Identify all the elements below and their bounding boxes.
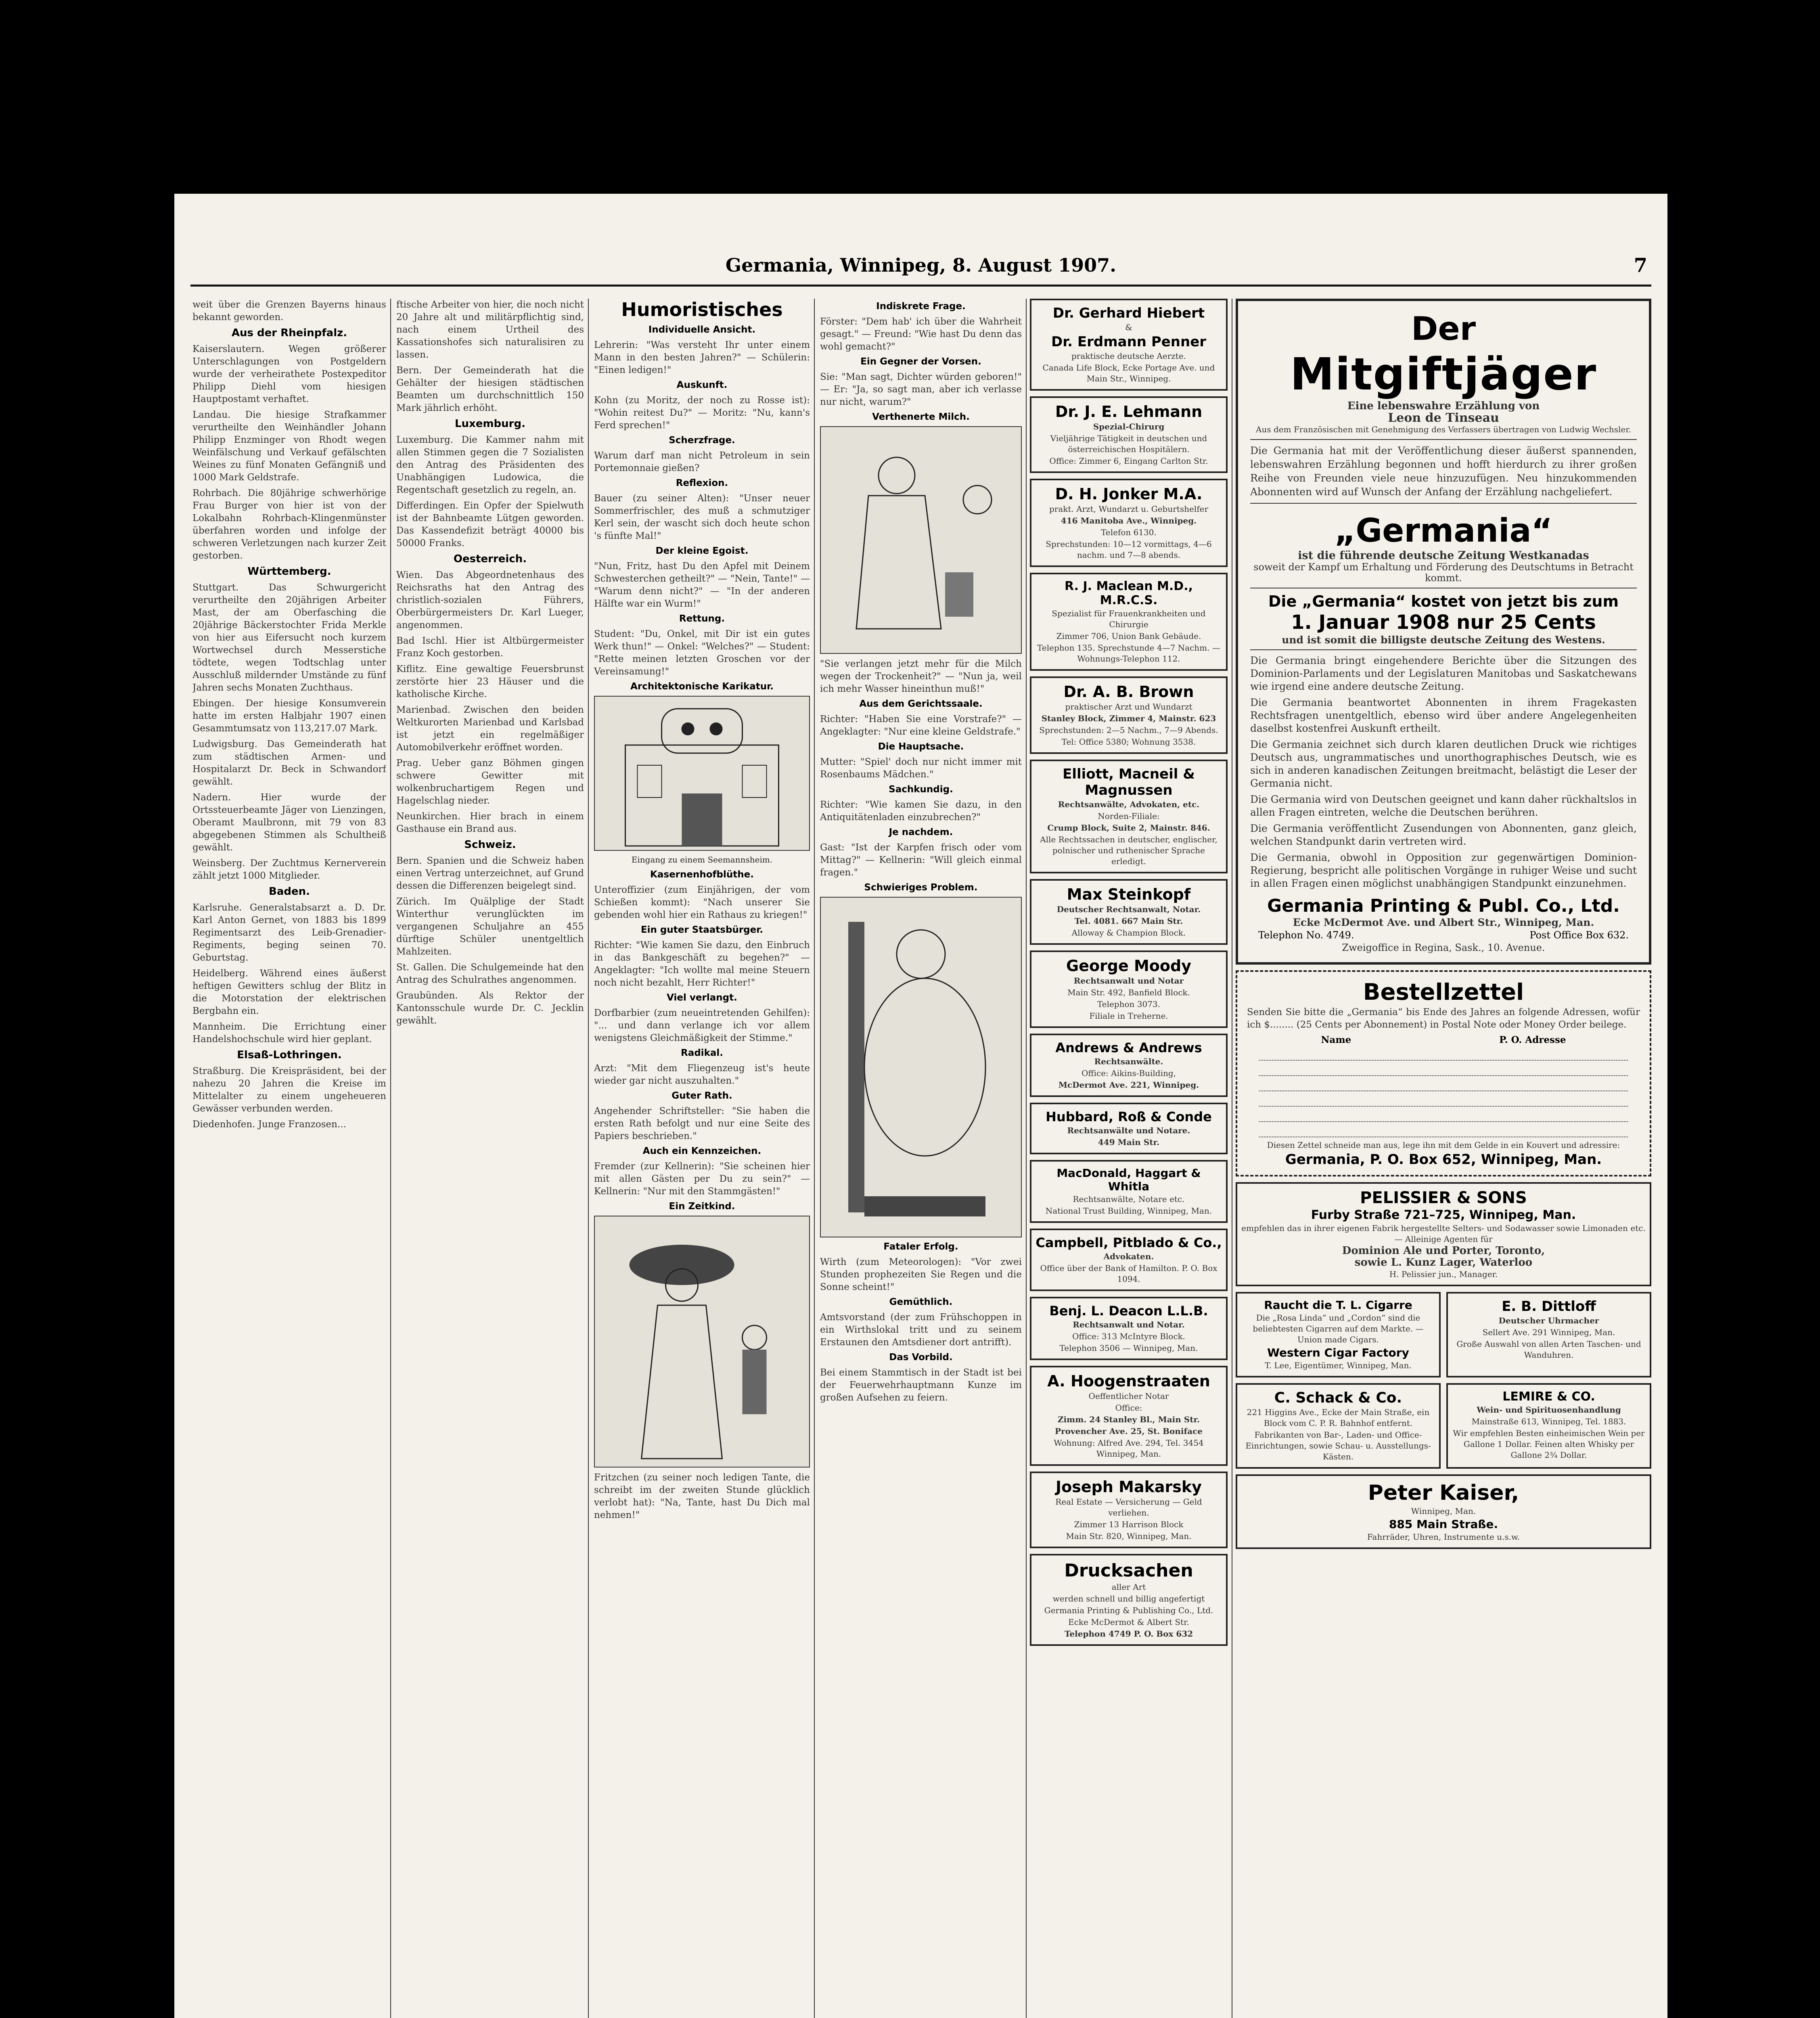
- divider: [1250, 503, 1637, 504]
- order-line[interactable]: [1259, 1124, 1628, 1137]
- order-col-address: P. O. Adresse: [1499, 1034, 1566, 1045]
- news-item: Weinsberg. Der Zuchtmus Kernerverein zählt jetzt 1000 Mitglieder.: [192, 858, 386, 881]
- ad-hubbard: [1030, 1103, 1228, 1154]
- humor-title: Humoristisches: [621, 299, 783, 320]
- ad-makarsky: [1030, 1472, 1228, 1548]
- serial-author: Leon de Tinseau: [1388, 411, 1499, 425]
- joke-heading: Auch ein Kennzeichen.: [642, 1146, 761, 1156]
- scale-cartoon-illustration: [820, 897, 1022, 1237]
- news-item: Nadern. Hier wurde der Ortssteuerbeamte Jäger von Lienzingen, Oberamt Maulbronn, mit 79 von 83 abgegebenen Stimmen als Schultheiß gewählt.: [192, 792, 386, 853]
- ad-lemire: [1446, 1383, 1651, 1469]
- ad-name: Elliott, Macneil & Magnussen: [1063, 766, 1195, 798]
- masthead-rule: [190, 285, 1651, 287]
- germania-point: Die Germania beantwortet Abonnenten in ihrem Fragekasten Rechtsfragen unentgeltlich, ebenso wird über andere Angelegenheiten daselbst kostenfrei Auskunft ertheilt.: [1250, 697, 1637, 734]
- ad-line: Main Str. 492, Banfield Block.: [1067, 988, 1190, 997]
- news-item: Landau. Die hiesige Strafkammer verurtheilte den Weinhändler Johann Philipp Enzminger von Rhodt wegen Weinfälschung und Verkauf gefälschten Weines zu fünf Monaten Gefängniß und 1000 Mark Geldstrafe.: [192, 410, 386, 483]
- ad-line: Telephon 4749 P. O. Box 632: [1064, 1629, 1193, 1639]
- ad-sub: &: [1125, 322, 1132, 332]
- ad-line: Alloway & Champion Block.: [1071, 928, 1186, 938]
- news-item: Mannheim. Die Errichtung einer Handelshochschule wird hier geplant.: [192, 1022, 386, 1045]
- section-heading: Oesterreich.: [453, 553, 527, 565]
- ad-line: Ecke McDermot & Albert Str.: [1068, 1617, 1189, 1627]
- ad-city: Winnipeg, Man.: [1411, 1506, 1476, 1516]
- joke-text: Arzt: "Mit dem Fliegenzeug ist's heute wieder gar nicht auszuhalten.": [594, 1063, 810, 1086]
- ad-name: C. Schack & Co.: [1274, 1390, 1402, 1406]
- ad-name: Hubbard, Roß & Conde: [1046, 1109, 1212, 1124]
- cartoon-heading: Schwieriges Problem.: [864, 882, 978, 893]
- ad-sub: Oeffentlicher Notar: [1088, 1391, 1169, 1401]
- ad-brand: sowie L. Kunz Lager, Waterloo: [1354, 1256, 1533, 1269]
- column-5-ads: [1030, 299, 1228, 2018]
- news-item: Karlsruhe. Generalstabsarzt a. D. Dr. Karl Anton Gernet, von 1883 bis 1899 Regimentsarzt des Leib-Grenadier-Regiments, beging seinen 70. Geburtstag.: [192, 902, 386, 963]
- joke-heading: Ein guter Staatsbürger.: [640, 925, 764, 935]
- ad-line: Office: 313 McIntyre Block.: [1072, 1331, 1186, 1341]
- column-divider: [390, 299, 391, 2018]
- ad-line: Alle Rechtssachen in deutscher, englischer, polnischer und ruthenischer Sprache erledigt.: [1040, 835, 1218, 866]
- ad-line: Canada Life Block, Ecke Portage Ave. und Main Str., Winnipeg.: [1042, 363, 1215, 383]
- ad-name: PELISSIER & SONS: [1360, 1189, 1527, 1207]
- news-item: Heidelberg. Während eines äußerst heftigen Gewitters schlug der Blitz in die Motorstation der elektrischen Bergbahn ein.: [192, 968, 386, 1016]
- ad-name: Max Steinkopf: [1067, 885, 1191, 903]
- ad-name: Peter Kaiser,: [1368, 1481, 1519, 1505]
- ad-name: Drucksachen: [1064, 1560, 1193, 1581]
- zeitkind-illustration: [594, 1216, 810, 1467]
- serial-body: Die Germania hat mit der Veröffentlichung dieser äußerst spannenden, lebenswahren Erzählung begonnen und hofft hierdurch zu ihrer großen Reihe von Freunden viele neue hinzuzufügen. Neu hinzukommenden Abonnenten wird auf Wunsch der Anfang der Erzählung nachgeliefert.: [1250, 445, 1637, 498]
- order-form-address: Germania, P. O. Box 652, Winnipeg, Man.: [1285, 1151, 1602, 1168]
- publisher-contact-row: [1258, 929, 1629, 941]
- ad-name: George Moody: [1066, 957, 1191, 975]
- column-3: [594, 299, 810, 2018]
- serial-title-word1: Der: [1411, 310, 1476, 347]
- joke-heading: Individuelle Ansicht.: [648, 324, 756, 335]
- ad-sub: prakt. Arzt, Wundarzt u. Geburtshelfer: [1049, 504, 1209, 514]
- ad-sub: praktischer Arzt und Wundarzt: [1065, 702, 1192, 712]
- man-on-scale-drawing: [821, 898, 1021, 1237]
- ad-cigar: [1236, 1292, 1441, 1377]
- ad-line: Office:: [1115, 1403, 1142, 1413]
- ad-maclean: [1030, 573, 1228, 671]
- ad-name: Dr. Erdmann Penner: [1051, 334, 1207, 350]
- newspaper-page: [174, 194, 1667, 2018]
- germania-point: Die Germania, obwohl in Opposition zur gegenwärtigen Dominion-Regierung, bespricht alle politischen Vorgänge in ruhiger Weise und sucht in allen Fragen einen möglichst unabhängigen Standpunkt einzunehmen.: [1250, 852, 1637, 889]
- ad-sub: Rechtsanwälte.: [1094, 1057, 1163, 1066]
- joke-heading: Radikal.: [680, 1048, 724, 1058]
- germania-point: Die Germania zeichnet sich durch klaren deutlichen Druck wie richtiges Deutsch aus, ungrammatisches und unorthographisches Deutsch, wie es sich in anderen kanadischen Zeitungen breitmacht, belästigt die Leser der Germania nicht.: [1250, 739, 1637, 789]
- news-text: weit über die Grenzen Bayerns hinaus bekannt geworden.: [192, 299, 386, 322]
- germania-point: Die Germania wird von Deutschen geeignet und kann daher rückhaltslos in allen Fragen eintreten, welche die Deutschen berühren.: [1250, 793, 1637, 818]
- ad-hoogenstraaten: [1030, 1366, 1228, 1466]
- ad-sub: Wein- und Spirituosenhandlung: [1477, 1405, 1621, 1415]
- ad-line: Telephon 3073.: [1097, 999, 1161, 1009]
- joke-heading: Das Vorbild.: [889, 1352, 953, 1363]
- ad-line: Filiale in Treherne.: [1089, 1011, 1168, 1021]
- ad-line: 449 Main Str.: [1098, 1137, 1160, 1147]
- ads-row: [1236, 1292, 1651, 1383]
- news-item: Wien. Das Abgeordnetenhaus des Reichsraths hat den Antrag des christlich-sozialen Führers, Oberbürgermeisters Dr. Karl Lueger, angenommen.: [396, 570, 584, 630]
- milk-woman-drawing: [821, 427, 1021, 653]
- order-form-footer: Diesen Zettel schneide man aus, lege ihn mit dem Gelde in ein Kouvert und adressire:: [1267, 1140, 1620, 1150]
- ad-dittloff: [1446, 1292, 1651, 1377]
- page-number: 7: [1634, 254, 1647, 277]
- ad-sub: Spezialist für Frauenkrankheiten und Chirurgie: [1052, 609, 1206, 629]
- news-item: Differdingen. Ein Opfer der Spielwuth ist der Bahnbeamte Lütgen geworden. Das Kassendefizit beträgt 40000 bis 50000 Franks.: [396, 500, 584, 548]
- order-line[interactable]: [1259, 1048, 1628, 1061]
- divider: [1250, 439, 1637, 440]
- germania-tagline-2: soweit der Kampf um Erhaltung und Förderung des Deutschtums in Betracht kommt.: [1253, 561, 1634, 584]
- joke-heading: Der kleine Egoist.: [655, 546, 749, 556]
- ad-manager: H. Pelissier jun., Manager.: [1389, 1269, 1498, 1279]
- ad-name: LEMIRE & CO.: [1502, 1390, 1595, 1404]
- ad-name: Dr. J. E. Lehmann: [1055, 403, 1203, 421]
- ad-text: Die „Rosa Linda“ und „Cordon“ sind die beliebtesten Cigarren auf dem Markte. — Union made Cigars.: [1253, 1313, 1424, 1344]
- news-item: Ludwigsburg. Das Gemeinderath hat zum städtischen Armen- und Hospitalarzt Dr. Beck in Schwandorf gewählt.: [192, 739, 386, 787]
- news-item: Prag. Ueber ganz Böhmen gingen schwere Gewitter mit wolkenbruchartigem Regen und Hagelschlag nieder.: [396, 758, 584, 806]
- joke-text: Kohn (zu Moritz, der noch zu Rosse ist): "Wohin reitest Du?" — Moritz: "Nu, kann's Ferd sprechen!": [594, 395, 810, 431]
- section-heading: Württemberg.: [247, 565, 331, 578]
- ad-owner: T. Lee, Eigentümer, Winnipeg, Man.: [1265, 1361, 1412, 1370]
- column-1: [192, 299, 386, 2018]
- ad-line: werden schnell und billig angefertigt: [1052, 1594, 1205, 1604]
- ad-line: Telefon 6130.: [1101, 528, 1157, 537]
- ad-address: 221 Higgins Ave., Ecke der Main Straße, ein Block vom C. P. R. Bahnhof entfernt.: [1247, 1407, 1430, 1428]
- ad-name: Dr. A. B. Brown: [1063, 683, 1194, 701]
- ad-address: Furby Straße 721–725, Winnipeg, Man.: [1311, 1208, 1576, 1222]
- joke-text: Bei einem Stammtisch in der Stadt ist bei der Feuerwehrhauptmann Kunze im großen Aufsehen zu feiern.: [820, 1367, 1022, 1403]
- ad-name: MacDonald, Haggart & Whitla: [1056, 1166, 1201, 1193]
- ad-line: Provencher Ave. 25, St. Boniface: [1055, 1426, 1203, 1436]
- joke-text: Wirth (zum Meteorologen): "Vor zwei Stunden prophezeiten Sie Regen und die Sonne scheint!": [820, 1257, 1022, 1292]
- section-heading: Elsaß-Lothringen.: [237, 1049, 342, 1061]
- news-item: St. Gallen. Die Schulgemeinde hat den Antrag des Schulrathes angenommen.: [396, 962, 584, 985]
- ad-line: Crump Block, Suite 2, Mainstr. 846.: [1047, 823, 1210, 833]
- ad-steinkopf: [1030, 879, 1228, 945]
- joke-text: Gast: "Ist der Karpfen frisch oder vom Mittag?" — Kellnerin: "Will gleich einmal fragen.": [820, 842, 1022, 878]
- ad-line: Stanley Block, Zimmer 4, Mainstr. 623: [1041, 714, 1216, 723]
- joke-heading: Aus dem Gerichtssaale.: [859, 699, 983, 709]
- joke-heading: Indiskrete Frage.: [876, 301, 966, 312]
- joke-heading: Guter Rath.: [672, 1091, 732, 1101]
- milk-cartoon-illustration: [820, 426, 1022, 654]
- ad-text: Große Auswahl von allen Arten Taschen- und Wanduhren.: [1456, 1339, 1641, 1360]
- ad-sub: Rechtsanwälte und Notare.: [1067, 1126, 1190, 1135]
- ad-line: Zimm. 24 Stanley Bl., Main Str.: [1057, 1415, 1200, 1424]
- joke-heading: Gemüthlich.: [889, 1297, 953, 1307]
- joke-text: Student: "Du, Onkel, mit Dir ist ein gutes Werk thun!" — Onkel: "Welches?" — Student: "Rette meinen letzten Groschen vor der Vereinsamung!": [594, 629, 810, 677]
- publisher-name: Germania Printing & Publ. Co., Ltd.: [1267, 896, 1620, 916]
- column-divider: [588, 299, 589, 2018]
- joke-heading: Auskunft.: [676, 380, 728, 390]
- ad-name: Raucht die T. L. Cigarre: [1264, 1298, 1412, 1312]
- joke-heading: Die Hauptsache.: [878, 741, 964, 752]
- ad-factory: Western Cigar Factory: [1267, 1346, 1409, 1359]
- ad-line: Telephon 3506 — Winnipeg, Man.: [1059, 1343, 1198, 1353]
- subscription-offer: Die „Germania“ kostet von jetzt bis zum: [1268, 592, 1619, 610]
- news-item: Straßburg. Die Kreispräsident, bei der nahezu 20 Jahren die Kreise im Mittelalter zu einem ungeheueren Gewässer verbunden werden.: [192, 1066, 386, 1114]
- order-col-name: Name: [1321, 1034, 1351, 1045]
- joke-text: Förster: "Dem hab' ich über die Wahrheit gesagt." — Freund: "Wie hast Du denn das wohl gemacht?": [820, 316, 1022, 352]
- ad-line: Sprechstunden: 10—12 vormittags, 4—6 nachm. und 7—8 abends.: [1046, 539, 1212, 560]
- news-item: Graubünden. Als Rektor der Kantonsschule wurde Dr. C. Jecklin gewählt.: [396, 990, 584, 1026]
- serial-note: Aus dem Französischen mit Genehmigung des Verfassers übertragen von Ludwig Wechsler.: [1256, 425, 1631, 434]
- ad-drucksachen: [1030, 1554, 1228, 1646]
- ad-sub: Deutscher Rechtsanwalt, Notar.: [1056, 904, 1201, 914]
- joke-text: Richter: "Wie kamen Sie dazu, in den Antiquitätenladen einzubrechen?": [820, 800, 1022, 823]
- joke-text: Richter: "Haben Sie eine Vorstrafe?" — Angeklagter: "Nur eine kleine Geldstrafe.": [820, 714, 1022, 737]
- joke-heading: Reflexion.: [676, 478, 728, 488]
- architecture-cartoon-illustration: [594, 696, 810, 851]
- ad-sub: Rechtsanwalt und Notar: [1073, 976, 1184, 986]
- ad-name: Benj. L. Deacon L.L.B.: [1049, 1303, 1208, 1319]
- joke-text: "Nun, Fritz, hast Du den Apfel mit Deinem Schwesterchen getheilt?" — "Nein, Tante!" — "Warum denn nicht?" — "In der anderen Hälfte war ein Wurm!": [594, 561, 810, 609]
- ad-line: Office über der Bank of Hamilton. P. O. Box 1094.: [1040, 1263, 1218, 1284]
- news-text: Bern. Der Gemeinderath hat die Gehälter der hiesigen städtischen Beamten um durchschnittlich 150 Mark jährlich erhöht.: [396, 365, 584, 413]
- ad-sub: Rechtsanwälte, Advokaten, etc.: [1058, 800, 1200, 809]
- news-item: Kiflitz. Eine gewaltige Feuersbrunst zerstörte hier 23 Häuser und die katholische Kirche.: [396, 664, 584, 699]
- joke-text: Angehender Schriftsteller: "Sie haben die ersten Rath befolgt und nur eine Seite des Papiers beschrieben.": [594, 1106, 810, 1141]
- column-4: [820, 299, 1022, 2018]
- ad-line: Tel: Office 5380; Wohnung 3538.: [1061, 737, 1196, 747]
- cartoon-heading: Architektonische Karikatur.: [630, 681, 774, 692]
- ad-text: Fahrräder, Uhren, Instrumente u.s.w.: [1367, 1532, 1520, 1542]
- ad-line: Zimmer 706, Union Bank Gebäude.: [1056, 631, 1201, 641]
- ad-text: empfehlen das in ihrer eigenen Fabrik hergestellte Selters- und Sodawasser sowie Limonaden etc. — Alleinige Agenten für: [1241, 1223, 1646, 1244]
- order-form-header: [1247, 1034, 1640, 1045]
- ad-jonker: [1030, 479, 1228, 567]
- ad-name: D. H. Jonker M.A.: [1055, 485, 1203, 503]
- ad-name: Dr. Gerhard Hiebert: [1052, 305, 1205, 321]
- joke-heading: Je nachdem.: [889, 827, 953, 837]
- lady-and-boy-drawing: [595, 1216, 809, 1467]
- ad-kaiser: [1236, 1474, 1651, 1549]
- news-item: Zürich. Im Quälplige der Stadt Winterthur verunglückten im vergangenen Schuljahre an 455 dürftige Schüler unentgeltlich Mahlzeiten.: [396, 896, 584, 957]
- joke-text: "Sie verlangen jetzt mehr für die Milch wegen der Trockenheit?" — "Nun ja, weil ich mehr Wasser hineinthun muß!": [820, 659, 1022, 694]
- cartoon-heading: Verthenerte Milch.: [872, 412, 970, 422]
- germania-point: Die Germania veröffentlicht Zusendungen von Abonnenten, ganz gleich, welchen Standpunkt darin vertreten wird.: [1250, 823, 1637, 847]
- joke-text: Warum darf man nicht Petroleum in sein Portemonnaie gießen?: [594, 450, 810, 473]
- news-item: Rohrbach. Die 80jährige schwerhörige Frau Burger von hier ist von der Lokalbahn Rohrbach-Klingenmünster überfahren worden und infolge der schweren Verletzungen nach kurzer Zeit gestorben.: [192, 488, 386, 561]
- joke-text: Dorfbarbier (zum neueintretenden Gehilfen): "... und dann verlange ich vor allem wenigstens Gleichmäßigkeit der Stimme.": [594, 1008, 810, 1043]
- serial-subtitle: Eine lebenswahre Erzählung von: [1347, 400, 1540, 412]
- ad-line: Main Str. 820, Winnipeg, Man.: [1066, 1531, 1192, 1541]
- joke-text: Unteroffizier (zum Einjährigen, der vom Schießen kommt): "Nach unserer Sie gebenden wohl hier ein Rathaus zu kriegen!": [594, 885, 810, 920]
- news-item: Marienbad. Zwischen den beiden Weltkurorten Marienbad und Karlsbad ist jetzt ein regelmäßiger Automobilverkehr eröffnet worden.: [396, 705, 584, 753]
- joke-text: Sie: "Man sagt, Dichter würden geboren!" — Er: "Ja, so sagt man, aber ich verlasse nur nicht, warum?": [820, 372, 1022, 407]
- ad-pelissier: [1236, 1182, 1651, 1286]
- germania-point: Die Germania bringt eingehendere Berichte über die Sitzungen des Dominion-Parlaments und der Legislaturen Manitobas und Saskatchewans wie irgend eine andere deutsche Zeitung.: [1250, 655, 1637, 692]
- ad-line: Vieljährige Tätigkeit in deutschen und österreichischen Hospitälern.: [1050, 433, 1207, 454]
- column-divider: [814, 299, 815, 2018]
- publisher-box: Post Office Box 632.: [1529, 929, 1629, 941]
- serial-title: Mitgiftjäger: [1290, 348, 1597, 400]
- ad-text: Wir empfehlen Besten einheimischen Wein per Gallone 1 Dollar. Feinen alten Whisky per Gallone 2¾ Dollar.: [1453, 1428, 1645, 1460]
- order-line[interactable]: [1259, 1094, 1628, 1107]
- ad-campbell: [1030, 1229, 1228, 1291]
- ad-line: Sprechstunden: 2—5 Nachm., 7—9 Abends.: [1039, 725, 1218, 735]
- cartoon-heading: Ein Zeitkind.: [669, 1201, 735, 1212]
- ad-sub: Deutscher Uhrmacher: [1498, 1316, 1599, 1325]
- germania-title: „Germania“: [1334, 512, 1553, 549]
- joke-heading: Scherzfrage.: [669, 435, 735, 446]
- column-6: [1236, 299, 1651, 2018]
- publisher-address: Ecke McDermot Ave. und Albert Str., Winnipeg, Man.: [1293, 917, 1594, 928]
- ad-line: Wohnung: Alfred Ave. 294, Tel. 3454 Winnipeg, Man.: [1054, 1438, 1204, 1459]
- ad-lehmann: [1030, 396, 1228, 473]
- divider: [1250, 649, 1637, 650]
- ad-line: praktische deutsche Aerzte.: [1071, 351, 1186, 361]
- masthead: [174, 254, 1667, 278]
- order-form-title: Bestellzettel: [1363, 979, 1524, 1005]
- ad-sub: aller Art: [1111, 1582, 1146, 1592]
- publisher-branch: Zweigoffice in Regina, Sask., 10. Avenue.: [1342, 942, 1545, 953]
- ad-brown: [1030, 676, 1228, 754]
- section-heading: Schweiz.: [464, 839, 516, 851]
- ad-brand: Dominion Ale und Porter, Toronto,: [1342, 1245, 1545, 1257]
- masthead-title: Germania, Winnipeg, 8. August 1907.: [725, 254, 1117, 276]
- order-form-instructions: Senden Sie bitte die „Germania“ bis Ende des Jahres an folgende Adressen, wofür ich $........ (25 Cents per Abonnement) in Postal Note oder Money Order beilege.: [1247, 1007, 1640, 1030]
- news-text: ftische Arbeiter von hier, die noch nicht 20 Jahre alt und militärpflichtig sind, nach einem Urtheil des Kassationshofes sich naturalisiren zu lassen.: [396, 299, 584, 360]
- ad-address: Sellert Ave. 291 Winnipeg, Man.: [1482, 1327, 1615, 1337]
- section-heading: Aus der Rheinpfalz.: [231, 327, 347, 339]
- joke-text: Fritzchen (zu seiner noch ledigen Tante, die schreibt im der zweiten Stunde glücklich verlobt hat): "Na, Tante, hast Du Dich mal nehmen!": [594, 1472, 810, 1520]
- serial-announcement: [1236, 299, 1651, 965]
- ad-sub: Rechtsanwälte, Notare etc.: [1073, 1194, 1185, 1204]
- ad-address: 885 Main Straße.: [1389, 1518, 1498, 1531]
- order-line[interactable]: [1259, 1109, 1628, 1122]
- order-form[interactable]: [1236, 970, 1651, 1176]
- ad-sub: Real Estate — Versicherung — Geld verliehen.: [1055, 1497, 1202, 1518]
- ad-andrews: [1030, 1034, 1228, 1097]
- joke-text: Lehrerin: "Was versteht Ihr unter einem Mann in den besten Jahren?" — Schülerin: "Einen ledigen!": [594, 340, 810, 375]
- joke-heading: Kasernenhofblüthe.: [650, 869, 754, 880]
- ad-line: Office: Aikins-Building,: [1081, 1068, 1176, 1078]
- building-face-drawing: [595, 697, 809, 850]
- news-item: Diedenhofen. Junge Franzosen...: [192, 1119, 346, 1130]
- ad-line: Germania Printing & Publishing Co., Ltd.: [1044, 1606, 1213, 1615]
- section-heading: Luxemburg.: [454, 418, 525, 430]
- news-item: Kaiserslautern. Wegen größerer Unterschlagungen von Postgeldern wurde der verheirathete Postexpeditor Philipp Diehl vom hiesigen Hauptpostamt verhaftet.: [192, 344, 386, 404]
- joke-heading: Viel verlangt.: [667, 992, 737, 1003]
- joke-heading: Ein Gegner der Vorsen.: [860, 356, 981, 367]
- ad-macdonald: [1030, 1160, 1228, 1223]
- ad-line: Telephon 135. Sprechstunde 4—7 Nachm. — Wohnungs-Telephon 112.: [1037, 643, 1220, 664]
- ad-name: Campbell, Pitblado & Co.,: [1036, 1235, 1222, 1250]
- ad-line: National Trust Building, Winnipeg, Man.: [1045, 1206, 1212, 1216]
- joke-text: Amtsvorstand (der zum Frühschoppen in ein Wirthslokal tritt und zu seinem Erstaunen den Amtsdiener dort antrifft).: [820, 1312, 1022, 1348]
- ad-line: Office: Zimmer 6, Eingang Carlton Str.: [1049, 456, 1208, 466]
- order-line[interactable]: [1259, 1063, 1628, 1076]
- joke-text: Bauer (zu seiner Alten): "Unser neuer Sommerfrischler, des muß a schmutziger Kerl sein, der wascht sich doch heute schon 's fünfte Mal!": [594, 493, 810, 541]
- order-line[interactable]: [1259, 1078, 1628, 1091]
- cartoon-caption: Eingang zu einem Seemannsheim.: [631, 855, 773, 865]
- ad-name: R. J. Maclean M.D., M.R.C.S.: [1064, 579, 1193, 607]
- ad-line: 416 Manitoba Ave., Winnipeg.: [1061, 516, 1197, 525]
- ad-line: Tel. 4081. 667 Main Str.: [1074, 916, 1183, 926]
- ad-line: Norden-Filiale:: [1098, 811, 1160, 821]
- ad-name: E. B. Dittloff: [1502, 1298, 1596, 1315]
- ad-line: McDermot Ave. 221, Winnipeg.: [1058, 1080, 1199, 1090]
- publisher-phone: Telephon No. 4749.: [1258, 929, 1354, 941]
- subscription-note: und ist somit die billigste deutsche Zeitung des Westens.: [1282, 634, 1605, 646]
- joke-heading: Sachkundig.: [889, 784, 953, 795]
- joke-text: Mutter: "Spiel' doch nur nicht immer mit Rosenbaums Mädchen.": [820, 757, 1022, 780]
- ad-name: Joseph Makarsky: [1056, 1478, 1202, 1496]
- ad-name: Andrews & Andrews: [1055, 1040, 1202, 1055]
- germania-tagline: ist die führende deutsche Zeitung Westkanadas: [1298, 549, 1589, 562]
- ad-name: A. Hoogenstraaten: [1047, 1372, 1210, 1390]
- news-item: Luxemburg. Die Kammer nahm mit allen Stimmen gegen die 7 Sozialisten den Antrag des Präsidenten des Unabhängigen Ludowica, die Regentschaft gesetzlich zu regeln, an.: [396, 435, 584, 495]
- ad-moody: [1030, 950, 1228, 1028]
- joke-text: Fremder (zur Kellnerin): "Sie scheinen hier mit allen Gästen per Du zu sein?" — Kellnerin: "Nur mit den Stammgästen!": [594, 1161, 810, 1197]
- subscription-price: 1. Januar 1908 nur 25 Cents: [1291, 611, 1596, 634]
- news-item: Bern. Spanien und die Schweiz haben einen Vertrag unterzeichnet, auf Grund dessen die Differenzen beigelegt sind.: [396, 856, 584, 891]
- ad-elliott: [1030, 760, 1228, 873]
- column-divider: [1026, 299, 1027, 2018]
- ads-row: [1236, 1383, 1651, 1474]
- ad-sub: Advokaten.: [1103, 1252, 1154, 1261]
- ad-schack: [1236, 1383, 1441, 1469]
- section-heading: Baden.: [269, 885, 310, 898]
- news-item: Bad Ischl. Hier ist Altbürgermeister Franz Koch gestorben.: [396, 636, 584, 659]
- ad-line: Zimmer 13 Harrison Block: [1074, 1520, 1184, 1529]
- joke-heading: Rettung.: [679, 613, 725, 624]
- news-item: Stuttgart. Das Schwurgericht verurtheilte den 20jährigen Arbeiter Mast, der am Oberfasching die 20jährige Bäckerstochter Frida Merkle von hier aus Eifersucht noch kurzem Wortwechsel durch Messerstiche tödtete, wegen Todtschlag unter Ausschluß mildernder Umstände zu fünf Jahren sechs Monaten Zuchthaus.: [192, 582, 386, 693]
- ad-deacon: [1030, 1297, 1228, 1360]
- news-item: Neunkirchen. Hier brach in einem Gasthause ein Brand aus.: [396, 811, 584, 834]
- column-2: [396, 299, 584, 2018]
- ad-text: Fabrikanten von Bar-, Laden- und Office-Einrichtungen, sowie Schau- u. Ausstellungs-Kästen.: [1245, 1430, 1431, 1461]
- news-item: Ebingen. Der hiesige Konsumverein hatte im ersten Halbjahr 1907 einen Gesammtumsatz von 113,217.07 Mark.: [192, 698, 386, 734]
- joke-heading: Fataler Erfolg.: [883, 1241, 958, 1252]
- ad-sub: Spezial-Chirurg: [1093, 422, 1165, 431]
- ad-address: Mainstraße 613, Winnipeg, Tel. 1883.: [1471, 1417, 1626, 1426]
- ad-hiebert-penner: [1030, 299, 1228, 391]
- ad-sub: Rechtsanwalt und Notar.: [1073, 1320, 1185, 1329]
- joke-text: Richter: "Wie kamen Sie dazu, den Einbruch in das Bankgeschäft zu begehen?" — Angeklagter: "Ich wollte mal meine Steuern noch nicht bezahlt, Herr Richter!": [594, 940, 810, 988]
